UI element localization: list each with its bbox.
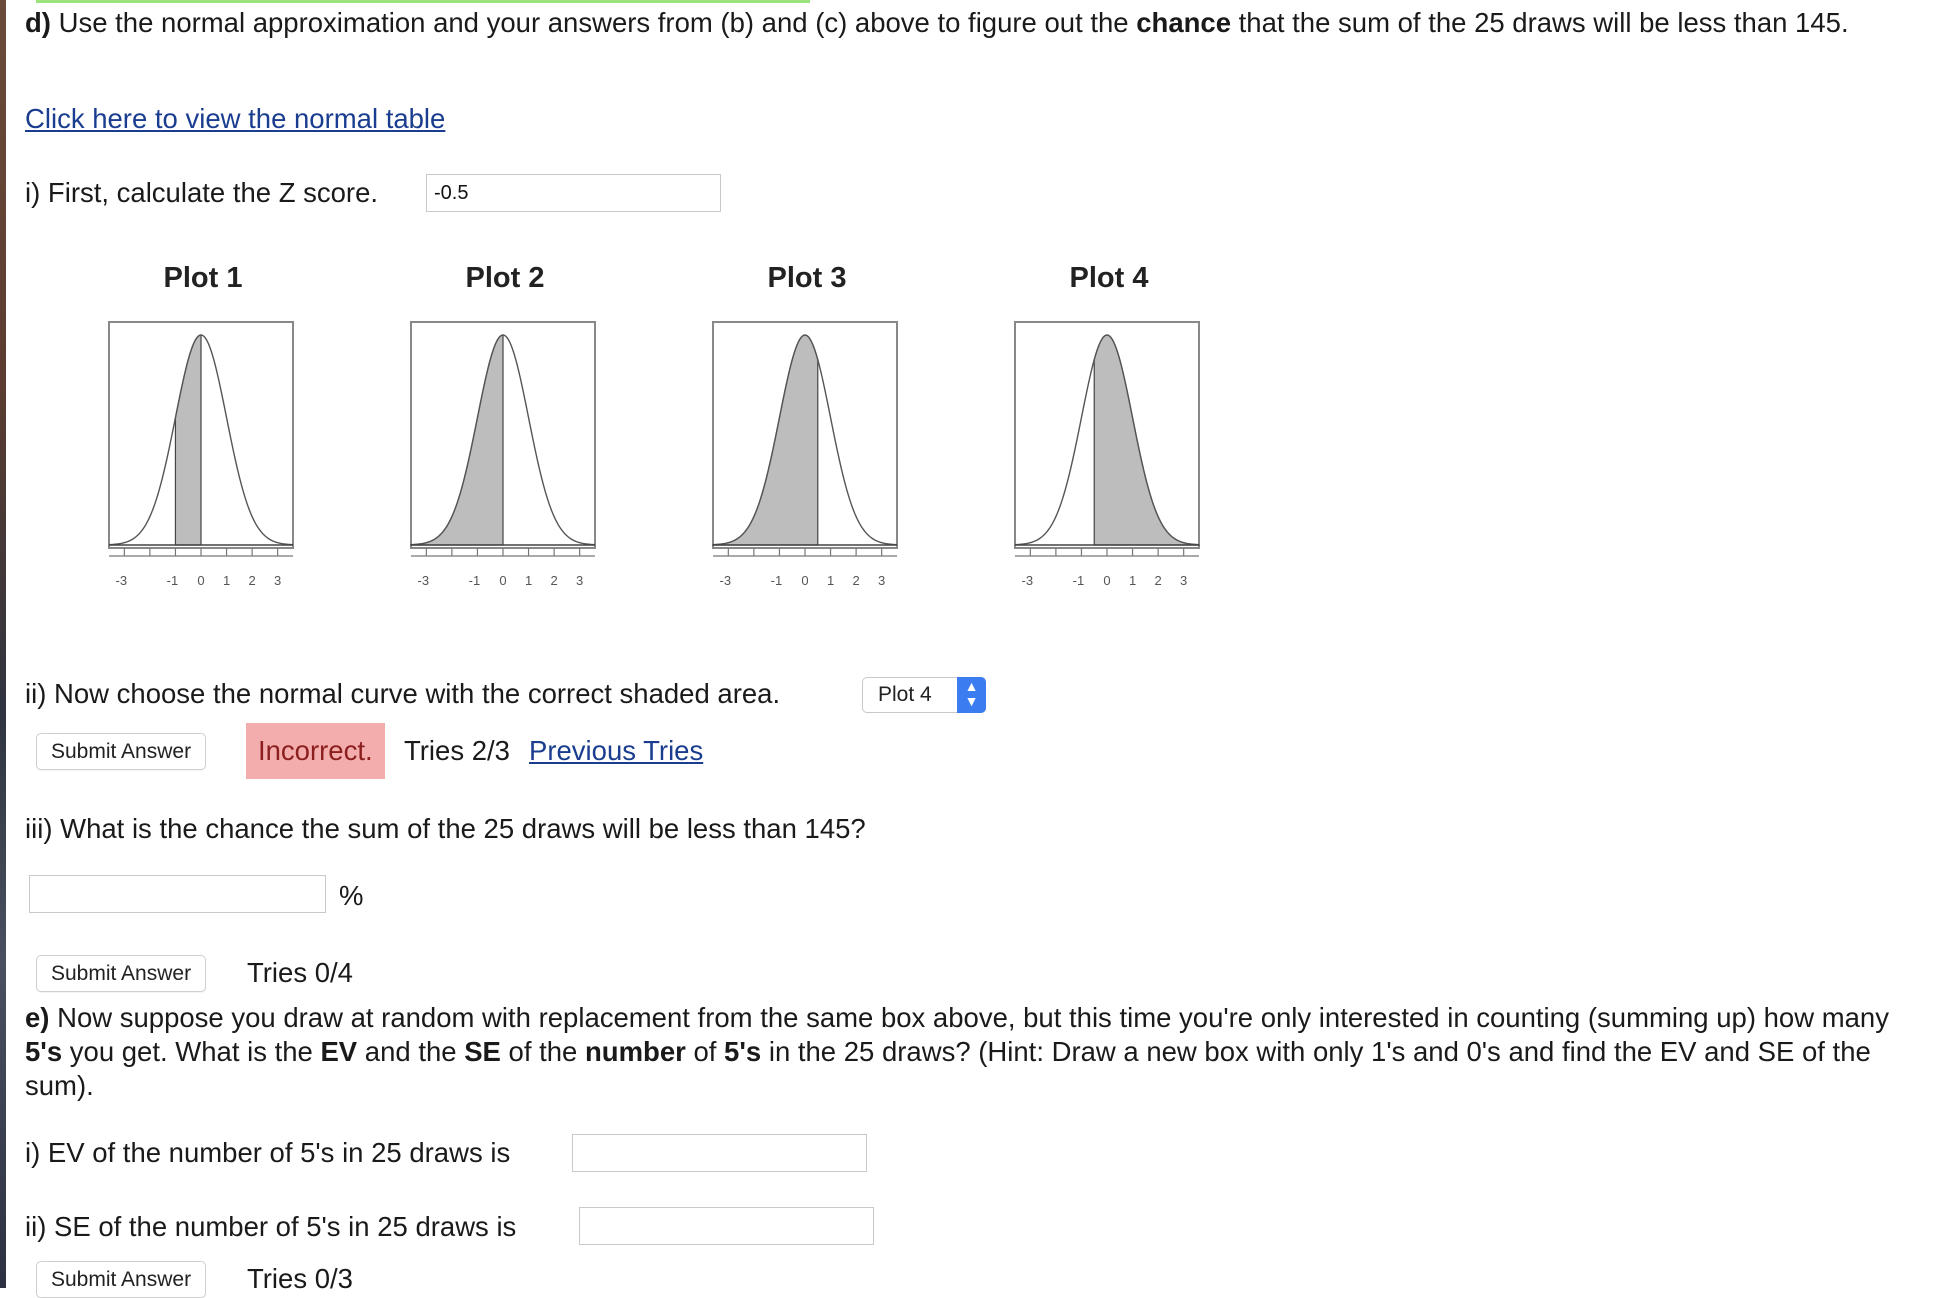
x-tick-label: 0: [1103, 573, 1111, 588]
x-tick-label: -1: [468, 573, 481, 588]
x-tick-label: -1: [166, 573, 179, 588]
x-tick-label: 3: [878, 573, 886, 588]
select-arrows-icon: ▲ ▼: [957, 677, 986, 713]
x-tick-label: 0: [499, 573, 507, 588]
x-tick-label: -1: [1072, 573, 1085, 588]
se-input[interactable]: [579, 1207, 874, 1245]
x-tick-label: 3: [576, 573, 584, 588]
previous-tries-link[interactable]: Previous Tries: [529, 735, 704, 766]
tries-count-3: Tries 0/3: [247, 1263, 353, 1294]
se-label: ii) SE of the number of 5's in 25 draws is: [25, 1211, 517, 1242]
x-tick-label: -3: [1021, 573, 1034, 588]
plot-4: [1009, 262, 1209, 592]
submit-answer-button-3[interactable]: Submit Answer: [36, 1261, 206, 1298]
x-tick-label: 2: [1154, 573, 1162, 588]
plot-title: Plot 4: [1069, 262, 1149, 294]
plot-2: [405, 262, 605, 592]
incorrect-badge: Incorrect.: [246, 723, 385, 779]
x-tick-label: 0: [801, 573, 809, 588]
plot-title: Plot 2: [465, 262, 545, 294]
chance-input[interactable]: [29, 875, 326, 913]
part-d-prompt: d) Use the normal approximation and your answers from (b) and (c) above to figure out the chance that the sum of the 25 draws will be less than 145.: [25, 7, 1849, 38]
z-score-label: i) First, calculate the Z score.: [25, 177, 379, 208]
plot-select-value: Plot 4: [878, 683, 932, 706]
submit-answer-button-1[interactable]: Submit Answer: [36, 733, 206, 770]
plot-3: [707, 262, 907, 592]
x-tick-label: -3: [719, 573, 732, 588]
plot-title: Plot 1: [163, 262, 243, 294]
normal-table-link[interactable]: Click here to view the normal table: [25, 103, 446, 134]
x-tick-label: 2: [248, 573, 256, 588]
x-tick-label: -1: [770, 573, 783, 588]
tries-count-1: Tries 2/3: [404, 735, 510, 766]
ev-label: i) EV of the number of 5's in 25 draws is: [25, 1137, 511, 1168]
x-tick-label: 1: [524, 573, 533, 588]
plot-4-graph: [1009, 312, 1209, 612]
x-tick-label: 2: [852, 573, 860, 588]
plot-2-graph: [405, 312, 605, 612]
x-tick-label: 3: [274, 573, 282, 588]
part-e-label: e): [25, 1002, 50, 1033]
x-tick-label: 1: [1128, 573, 1137, 588]
x-tick-label: 2: [550, 573, 558, 588]
ev-input[interactable]: [572, 1134, 867, 1172]
x-tick-label: -3: [417, 573, 430, 588]
normal-table-link-row: [25, 102, 445, 136]
x-tick-label: 1: [826, 573, 835, 588]
z-score-input[interactable]: [426, 174, 721, 212]
tries-count-2: Tries 0/4: [247, 957, 353, 988]
x-tick-label: 1: [222, 573, 231, 588]
plot-3-graph: [707, 312, 907, 612]
chance-label: iii) What is the chance the sum of the 25 draws will be less than 145?: [25, 813, 866, 844]
x-tick-label: 3: [1180, 573, 1188, 588]
progress-bar: [36, 0, 810, 3]
plot-title: Plot 3: [767, 262, 847, 294]
x-tick-label: -3: [115, 573, 128, 588]
plot-select[interactable]: [862, 677, 986, 713]
x-tick-label: 0: [197, 573, 205, 588]
percent-unit: %: [339, 880, 364, 911]
plot-1-graph: [103, 312, 303, 612]
plot-1: [103, 262, 303, 592]
part-e-prompt: e) Now suppose you draw at random with replacement from the same box above, but this time you're only interested in counting (summing up) how many 5's you get. What is the EV and the SE of the number of 5's in the 25 draws? (Hint: Draw a new box with only 1's and 0's and find the EV and SE of the sum).: [25, 1002, 1889, 1101]
submit-answer-button-2[interactable]: Submit Answer: [36, 955, 206, 992]
window-edge: [0, 0, 6, 1288]
part-d-label: d): [25, 7, 51, 38]
curve-choice-label: ii) Now choose the normal curve with the correct shaded area.: [25, 678, 781, 709]
